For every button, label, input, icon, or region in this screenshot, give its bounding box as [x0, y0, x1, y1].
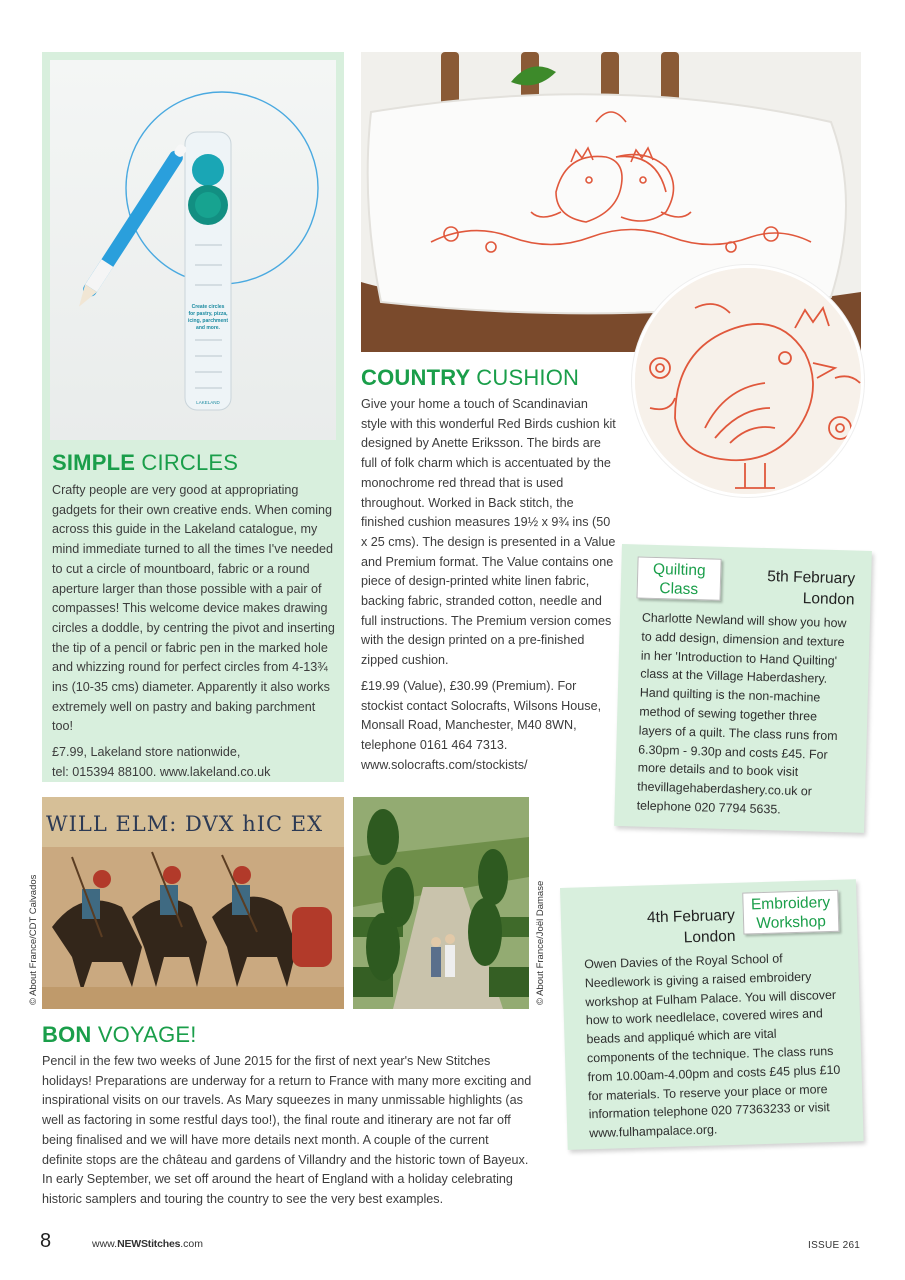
page-number: 8 [40, 1230, 52, 1252]
embroidery-event-date: 4th February London [646, 906, 736, 947]
bird-embroidery-closeup [635, 268, 864, 497]
circle-guide-illustration [50, 60, 336, 440]
svg-text:icing, parchment: icing, parchment [187, 318, 229, 324]
country-cushion-article [361, 365, 616, 775]
circle-guide-photo [50, 60, 336, 440]
quilting-event-date: 5th February London [767, 568, 856, 609]
bon-voyage-article [42, 1022, 532, 1210]
bon-voyage-heading: BON VOYAGE! [42, 1022, 197, 1047]
bayeux-tapestry-photo [42, 797, 344, 1009]
simple-circles-panel [42, 52, 344, 782]
garden-illustration [353, 797, 529, 1009]
cushion-detail-closeup [632, 265, 864, 497]
simple-circles-contact: tel: 015394 88100. www.lakeland.co.uk [52, 764, 271, 779]
simple-circles-body: Crafty people are very good at appropriating gadgets for their own creative ends. When coming across this guide in the Lakeland catalogue, my mind immediate turned to all the times I've needed to cut a circle of mountboard, fabric or a round aperture larger than those possible with a pair of compasses! This welcome device makes drawing circles a doddle, by centring the pivot and inserting the tip of a pencil or fabric pen in the marked hole and whizzing round for perfect circles from 4-13¾ ins (10-35 cms) diameter. Apparently it also works extremely well on pastry and baking parchment too! [52, 483, 335, 734]
simple-circles-article [52, 450, 337, 783]
simple-circles-heading: SIMPLE CIRCLES [52, 450, 239, 475]
embroidery-workshop-tag: Embroidery Workshop [742, 890, 839, 935]
svg-text:and more.: and more. [196, 325, 220, 331]
product-brand: LAKELAND [196, 400, 220, 405]
country-cushion-heading: COUNTRY CUSHION [361, 365, 580, 390]
quilting-event-body: Charlotte Newland will show you how to add design, dimension and texture in her 'Introduction to Hand Quilting' class at the Village Haberdashery. Hand quilting is the non-machine method of sewing together three layers of a quilt. The class runs from 6.30pm - 9.30p and costs £45. For more details and to book visit thevillagehaberdashery.co.uk or telephone 020 7794 5635. [636, 610, 847, 817]
tapestry-inscription: WILL ELM: DVX hIC EX [46, 812, 324, 836]
simple-circles-price: £7.99, Lakeland store nationwide, [52, 745, 241, 760]
svg-text:for pastry, pizza,: for pastry, pizza, [188, 311, 228, 317]
quilting-class-event [614, 544, 872, 833]
site-url: www.NEWStitches.com [92, 1238, 204, 1250]
tapestry-illustration [42, 797, 344, 1009]
issue-number: ISSUE 261 [808, 1240, 861, 1251]
bon-voyage-body: Pencil in the few two weeks of June 2015 for the first of next year's New Stitches holidays! Preparations are underway for a return to France with many more exciting and inspirational visits on our travels. As Mary squeezes in many unmissable highlights (as well as factoring in some restful days too!), the final route and itinerary are not far off being finalised and we will have more details next month. A couple of the current definite stops are the château and gardens of Villandry and the historic town of Bayeux. In early September, we set off around the heart of England with a holiday celebrating historic samplers and touring the country to see the very best examples. [42, 1054, 532, 1206]
country-cushion-body: Give your home a touch of Scandinavian style with this wonderful Red Birds cushion kit designed by Anette Eriksson. The birds are full of folk charm which is accentuated by the monochrome red thread that is used throughout. Worked in Back stitch, the finished cushion measures 19½ x 9¾ ins (50 x 25 cms). The design is presented in a Value and Premium format. The Value contains one piece of design-printed white linen fabric, backing fabric, stranded cotton, needle and full instructions. The Premium version comes with the design printed on a pre-finished zipped cushion. [361, 397, 616, 668]
country-cushion-stockist: £19.99 (Value), £30.99 (Premium). For stockist contact Solocrafts, Wilsons House, Monsall Road, Manchester, M40 8WN, telephone 0161 464 7313. www.solocrafts.com/stockists/ [361, 678, 602, 772]
embroidery-workshop-event [560, 879, 864, 1150]
tapestry-photo-credit: © About France/CDT Calvados [28, 874, 39, 1005]
quilting-class-tag: Quilting Class [636, 556, 721, 600]
embroidery-event-body: Owen Davies of the Royal School of Needlework is giving a raised embroidery workshop at Fulham Palace. You will discover how to work needlelace, covered wires and beads and appliqué which are vital components of the technique. The class runs from 10.00am-4.00pm and costs £45 plus £10 for materials. To reserve your place or more information telephone 020 77363233 or visit www.fulhampalace.org. [584, 951, 841, 1141]
villandry-garden-photo [353, 797, 529, 1009]
product-label-line: Create circles [191, 304, 225, 310]
garden-photo-credit: © About France/Joël Damase [535, 880, 546, 1005]
